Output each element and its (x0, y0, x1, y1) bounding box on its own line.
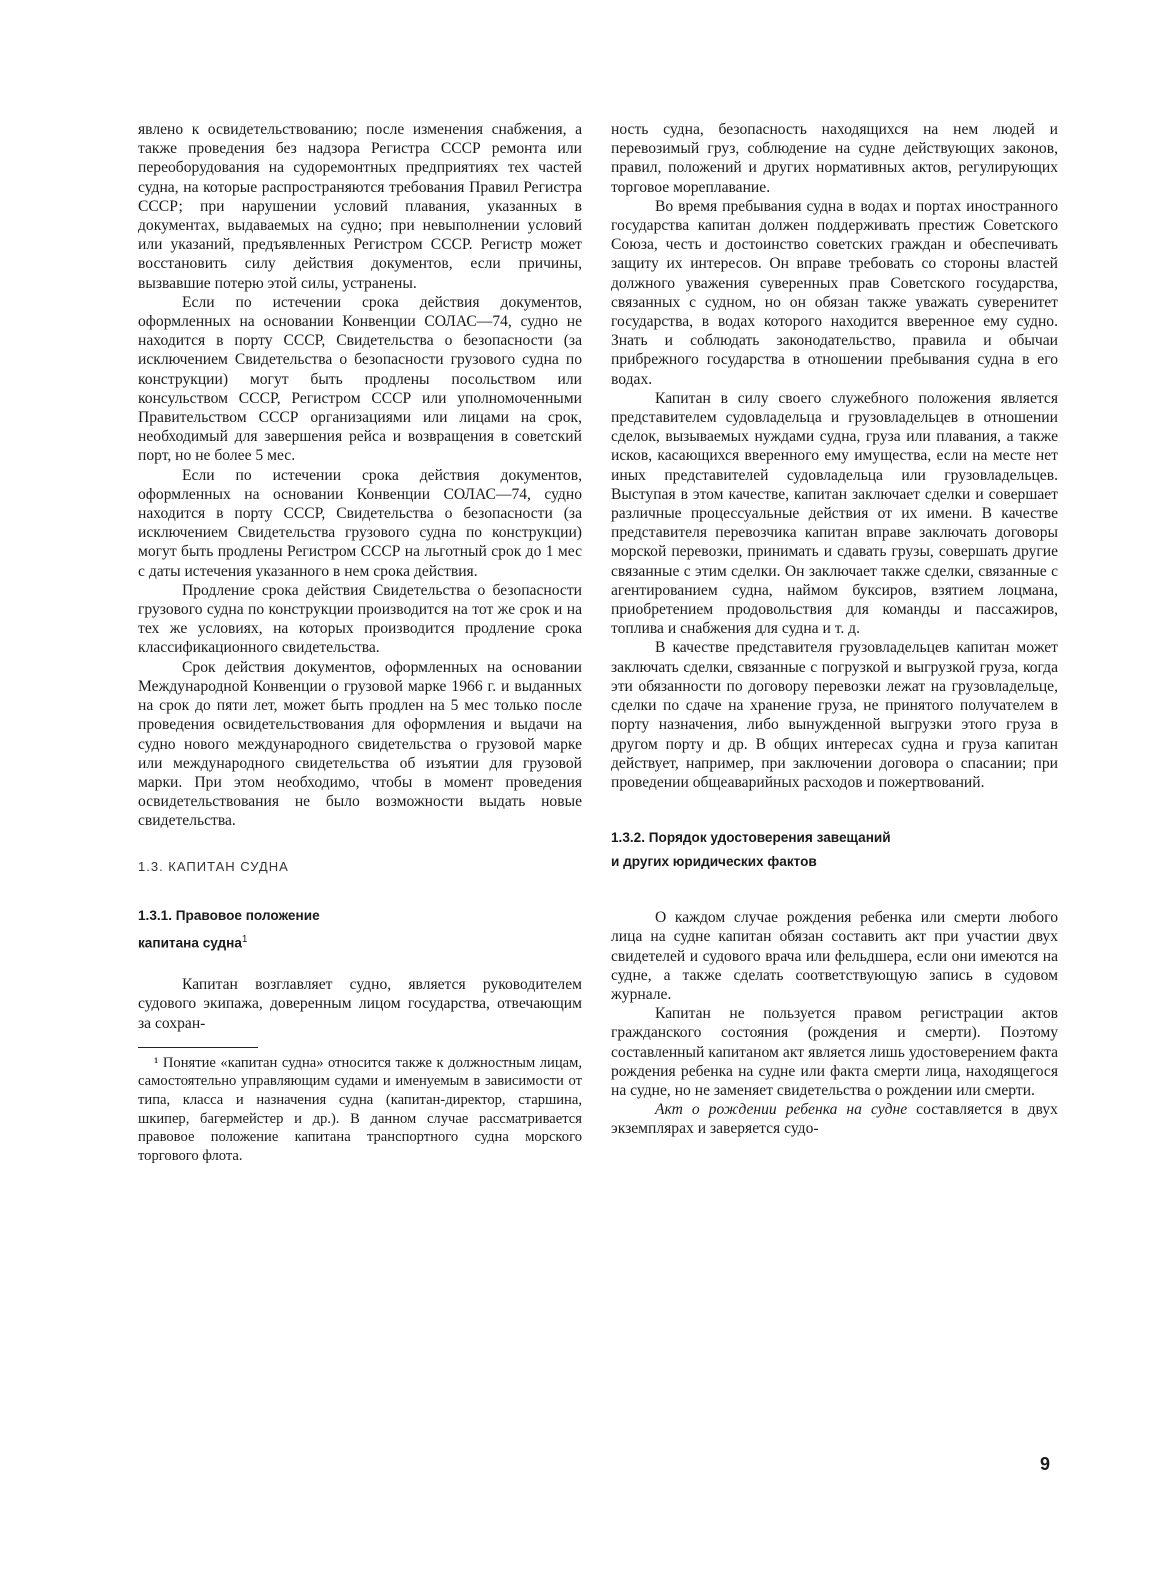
section-heading-line2: и других юридических фактов (611, 854, 817, 870)
italic-term: Акт о рождении ребенка на судне (655, 1101, 908, 1119)
paragraph: ность судна, безопасность находящихся на нем людей и перевозимый груз, соблюдение на судне действующих законов, правил, положений и других нормативных актов, регулирующих торговое мореплавание. (611, 121, 1058, 196)
paragraph: Если по истечении срока действия документов, оформленных на основании Конвенции СОЛАС—74, судно не находится в порту СССР, Свидетельства о безопасности (за исключением Свидетельства о безопасности грузового судна по конструкции) могут быть продлены посольством или консульством СССР, Регистром СССР или уполномоченными Правительством СССР организациями или лицами на срок, необходимый для завершения рейса и возвращения в советский порт, но не более 5 мес. (138, 293, 582, 465)
paragraph: Во время пребывания судна в водах и портах иностранного государства капитан должен поддерживать престиж Советского Союза, честь и достоинство советских граждан и обеспечивать защиту их интересов. Он вправе требовать со стороны властей должного уважения суверенных прав Советского государства, связанных с судном, но он обязан также уважать суверенитет государства, в водах которого находится вверенное ему судно. Знать и соблюдать законодательство, правила и обычаи прибрежного государства в отношении пребывания судна в его водах. (611, 197, 1058, 388)
section-heading-line1: 1.3.2. Порядок удостоверения завещаний (611, 830, 891, 846)
paragraph: Срок действия документов, оформленных на основании Международной Конвенции о грузовой марке 1966 г. и выданных на срок до пяти лет, может быть продлен на 5 мес только после проведения освидетельствования для оформления и выдачи на судно нового международного свидетельства о грузовой марке или международного свидетельства об изъятии для грузовой марки. При этом необходимо, чтобы в момент проведения освидетельствования не было возможности выдать новые свидетельства. (138, 658, 582, 830)
paragraph: Если по истечении срока действия документов, оформленных на основании Конвенции СОЛАС—74, судно находится в порту СССР, Свидетельства о безопасности (за исключением Свидетельства грузового судна по конструкции) могут быть продлены Регистром СССР на льготный срок до 1 мес с даты истечения указанного в нем срока действия. (138, 466, 582, 580)
right-column (611, 120, 1058, 1139)
paragraph: О каждом случае рождения ребенка или смерти любого лица на судне капитан обязан составить акт при участии двух свидетелей и судового врача или фельдшера, если они имеются на судне, а также сделать соответствующую запись в судовом журнале. (611, 909, 1058, 1003)
footnote-divider (138, 1047, 258, 1048)
footnote-marker: 1 (241, 933, 248, 945)
page-number: 9 (1040, 1454, 1051, 1474)
paragraph: явлено к освидетельствованию; после изменения снабжения, а также проведения без надзора Регистра СССР ремонта или переоборудования на судоремонтных предприятиях тех частей судна, на которые распространяются требования Правил Регистра СССР; при нарушении условий плавания, указанных в документах, выдаваемых на судно; при невыполнении условий или указаний, предъявленных Регистром СССР. Регистр может восстановить силу действия документов, если причины, вызвавшие потерю этой силы, устранены. (138, 121, 582, 292)
paragraph: Капитан возглавляет судно, является руководителем судового экипажа, доверенным лицом государства, отвечающим за сохран- (138, 976, 582, 1032)
section-heading (138, 904, 582, 956)
paragraph: В качестве представителя грузовладельцев капитан может заключать сделки, связанные с погрузкой и выгрузкой груза, когда эти обязанности по договору перевозки лежат на грузовладельце, сделки по сдаче на хранение груза, не принятого получателем в порту назначения, либо вынужденной выгрузки этого груза в другом порту и др. В общих интересах судна и груза капитан действует, например, при заключении договора о спасании; при проведении общеаварийных расходов и пожертвований. (611, 639, 1058, 791)
section-heading-line2: капитана судна (138, 935, 242, 951)
footnote: ¹ Понятие «капитан судна» относится также к должностным лицам, самостоятельно управляющим судами и именуемым в зависимости от типа, класса и назначения судна (капитан-директор, старшина, шкипер, багермейстер и др.). В данном случае рассматривается правовое положение капитана транспортного судна морского торгового флота. (138, 1054, 582, 1164)
paragraph: Капитан не пользуется правом регистрации актов гражданского состояния (рождения и смерти). Поэтому составленный капитаном акт является лишь удостоверением факта рождения ребенка на судне или факта смерти лица, находящегося на судне, но не заменяет свидетельства о рождении или смерти. (611, 1005, 1058, 1099)
section-heading (611, 826, 1058, 874)
left-column (138, 120, 582, 1165)
section-heading-line1: 1.3.1. Правовое положение (138, 907, 320, 923)
paragraph: Капитан в силу своего служебного положения является представителем судовладельца и грузовладельцев в отношении сделок, вызываемых нуждами судна, груза или плавания, а также исков, касающихся вверенного ему имущества, если на месте нет иных представителей судовладельца или грузовладельцев. Выступая в этом качестве, капитан заключает сделки и совершает различные процессуальные действия от их имени. В качестве представителя перевозчика капитан вправе заключать договоры морской перевозки, принимать и сдавать грузы, совершать другие связанные с этим сделки. Он заключает также сделки, связанные с агентированием судна, наймом буксиров, взятием лоцмана, приобретением продовольствия для команды и пассажиров, топлива и снабжения для судна и т. д. (611, 389, 1058, 638)
chapter-title: 1.3. КАПИТАН СУДНА (138, 858, 289, 874)
paragraph (611, 1100, 1058, 1138)
paragraph: Продление срока действия Свидетельства о безопасности грузового судна по конструкции производится на тот же срок и на тех же условиях, на которых производится продление срока классификационного свидетельства. (138, 581, 582, 657)
paragraph-text: составляется в двух экземплярах и заверяется судо- (611, 1101, 1058, 1138)
